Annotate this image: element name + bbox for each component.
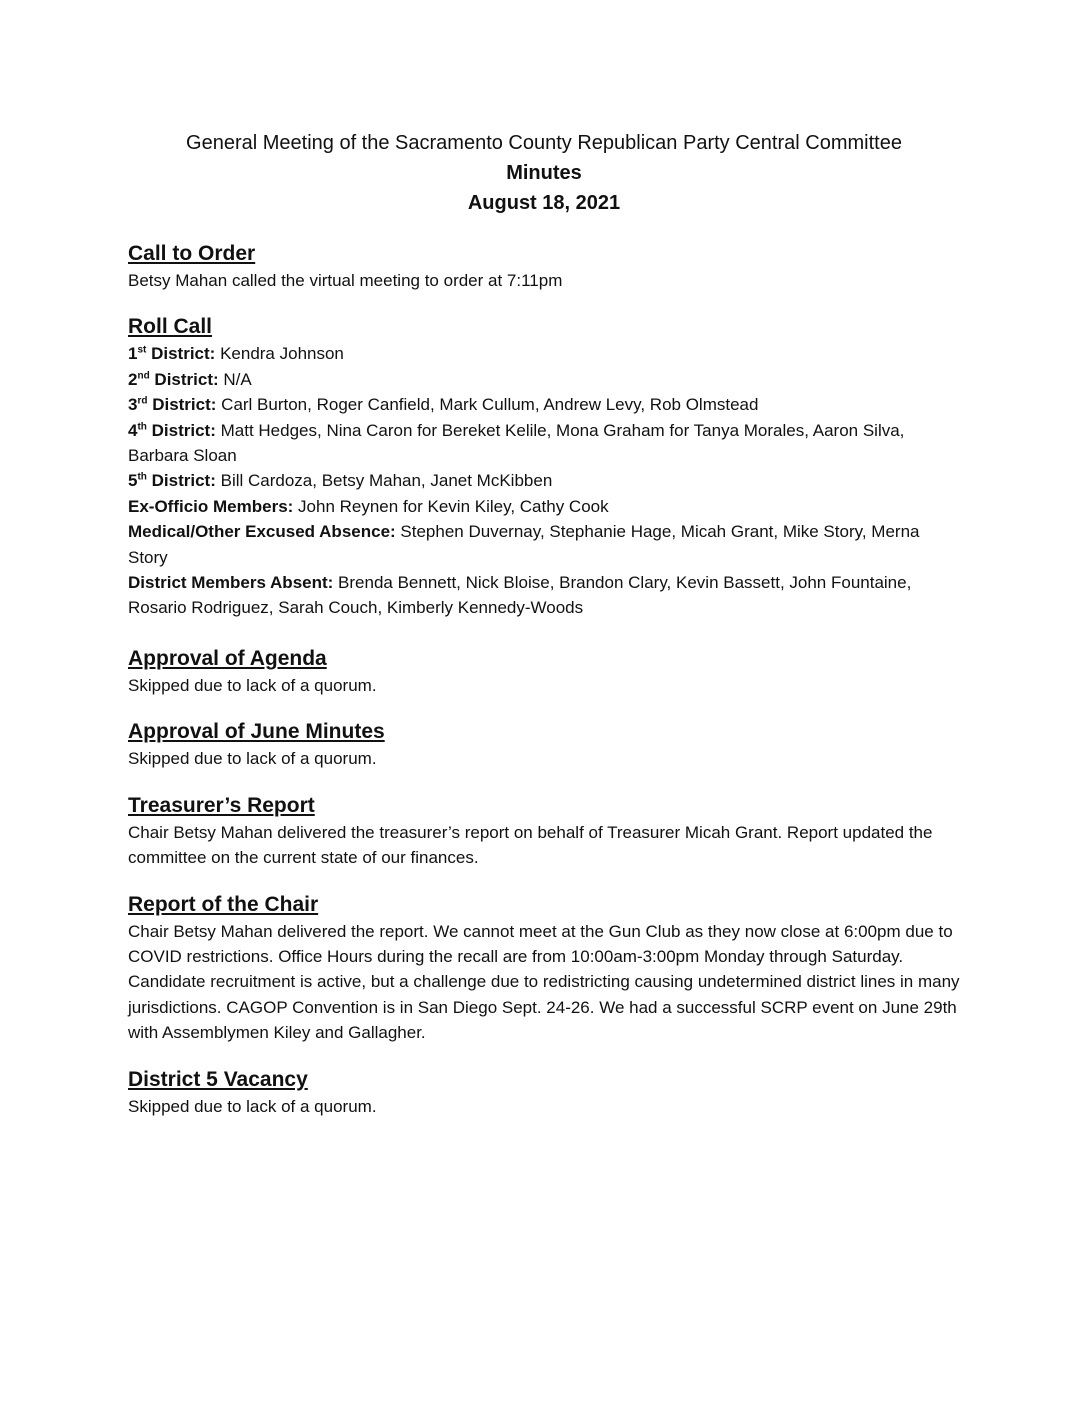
district-number: 2 xyxy=(128,369,138,389)
section-heading: District 5 Vacancy xyxy=(128,1067,308,1091)
district-number: 3 xyxy=(128,395,138,415)
section-approval-of-agenda xyxy=(128,645,960,698)
district-number: 4 xyxy=(128,420,138,440)
document-header xyxy=(128,128,960,218)
absent-members: Brenda Bennett, Nick Bloise, Brandon Clary, Kevin Bassett, John Fountaine, Rosario Rodriguez, Sarah Couch, Kimberly Kennedy-Woods xyxy=(128,573,912,618)
section-heading: Approval of Agenda xyxy=(128,646,327,670)
district-members: Matt Hedges, Nina Caron for Bereket Kelile, Mona Graham for Tanya Morales, Aaron Silva, Barbara Sloan xyxy=(128,420,905,466)
minutes-document xyxy=(128,128,960,1139)
district-number: 5 xyxy=(128,471,138,491)
district-label: District: xyxy=(147,395,217,415)
district-members: Kendra Johnson xyxy=(215,344,344,364)
district-label: District: xyxy=(149,369,219,389)
district-members: N/A xyxy=(218,369,252,389)
meeting-date: August 18, 2021 xyxy=(467,192,621,214)
absent-label: District Members Absent: xyxy=(128,573,334,593)
district-label: District: xyxy=(146,420,216,440)
section-district-5-vacancy xyxy=(128,1066,960,1119)
roll-call-district-3 xyxy=(128,392,960,417)
district-members: Bill Cardoza, Betsy Mahan, Janet McKibben xyxy=(215,471,553,491)
roll-call-ex-officio xyxy=(128,494,960,519)
section-approval-of-june-minutes xyxy=(128,718,960,771)
district-label: District: xyxy=(146,471,216,491)
roll-call-absent xyxy=(128,570,960,621)
excused-members: Stephen Duvernay, Stephanie Hage, Micah Grant, Mike Story, Merna Story xyxy=(128,522,920,567)
section-heading: Treasurer’s Report xyxy=(128,793,315,817)
section-text: Skipped due to lack of a quorum. xyxy=(128,749,377,769)
document-subtitle: Minutes xyxy=(506,162,582,184)
section-text: Chair Betsy Mahan delivered the treasurer’s report on behalf of Treasurer Micah Grant. Report updated the committee on the current state of our finances. xyxy=(128,822,933,868)
ex-officio-label: Ex-Officio Members: xyxy=(128,496,294,516)
ordinal-suffix: nd xyxy=(137,370,150,382)
section-heading: Call to Order xyxy=(128,242,256,265)
roll-call-district-2 xyxy=(128,367,960,392)
district-number: 1 xyxy=(128,344,138,364)
section-text: Skipped due to lack of a quorum. xyxy=(128,1096,377,1116)
ordinal-suffix: st xyxy=(137,344,147,356)
ex-officio-members: John Reynen for Kevin Kiley, Cathy Cook xyxy=(293,496,609,516)
section-report-of-the-chair xyxy=(128,891,960,1046)
roll-call-district-1 xyxy=(128,341,960,366)
section-text: Skipped due to lack of a quorum. xyxy=(128,675,377,695)
section-call-to-order xyxy=(128,240,960,293)
excused-label: Medical/Other Excused Absence: xyxy=(128,522,396,542)
section-heading: Report of the Chair xyxy=(128,892,319,916)
document-title: General Meeting of the Sacramento County Republican Party Central Committee xyxy=(186,132,902,154)
section-heading: Approval of June Minutes xyxy=(128,720,385,744)
district-label: District: xyxy=(146,344,216,364)
section-text: Chair Betsy Mahan delivered the report. We cannot meet at the Gun Club as they now close at 6:00pm due to COVID restrictions. Office Hours during the recall are from 10:00am-3:00pm Monday through Saturday. Candidate recruitment is active, but a challenge due to redistricting causing undetermined district lines in many jurisdictions. CAGOP Convention is in San Diego Sept. 24-26. We had a successful SCRP event on June 29th with Assemblymen Kiley and Gallagher. xyxy=(128,921,960,1043)
section-text: Betsy Mahan called the virtual meeting to order at 7:11pm xyxy=(128,271,563,290)
ordinal-suffix: th xyxy=(137,420,147,432)
roll-call-district-4 xyxy=(128,418,960,469)
ordinal-suffix: rd xyxy=(137,395,148,407)
section-heading: Roll Call xyxy=(128,315,213,339)
ordinal-suffix: th xyxy=(137,471,147,483)
roll-call-excused xyxy=(128,519,960,570)
district-members: Carl Burton, Roger Canfield, Mark Cullum, Andrew Levy, Rob Olmstead xyxy=(216,395,759,415)
section-roll-call xyxy=(128,313,960,620)
roll-call-district-5 xyxy=(128,468,960,493)
section-treasurers-report xyxy=(128,792,960,871)
